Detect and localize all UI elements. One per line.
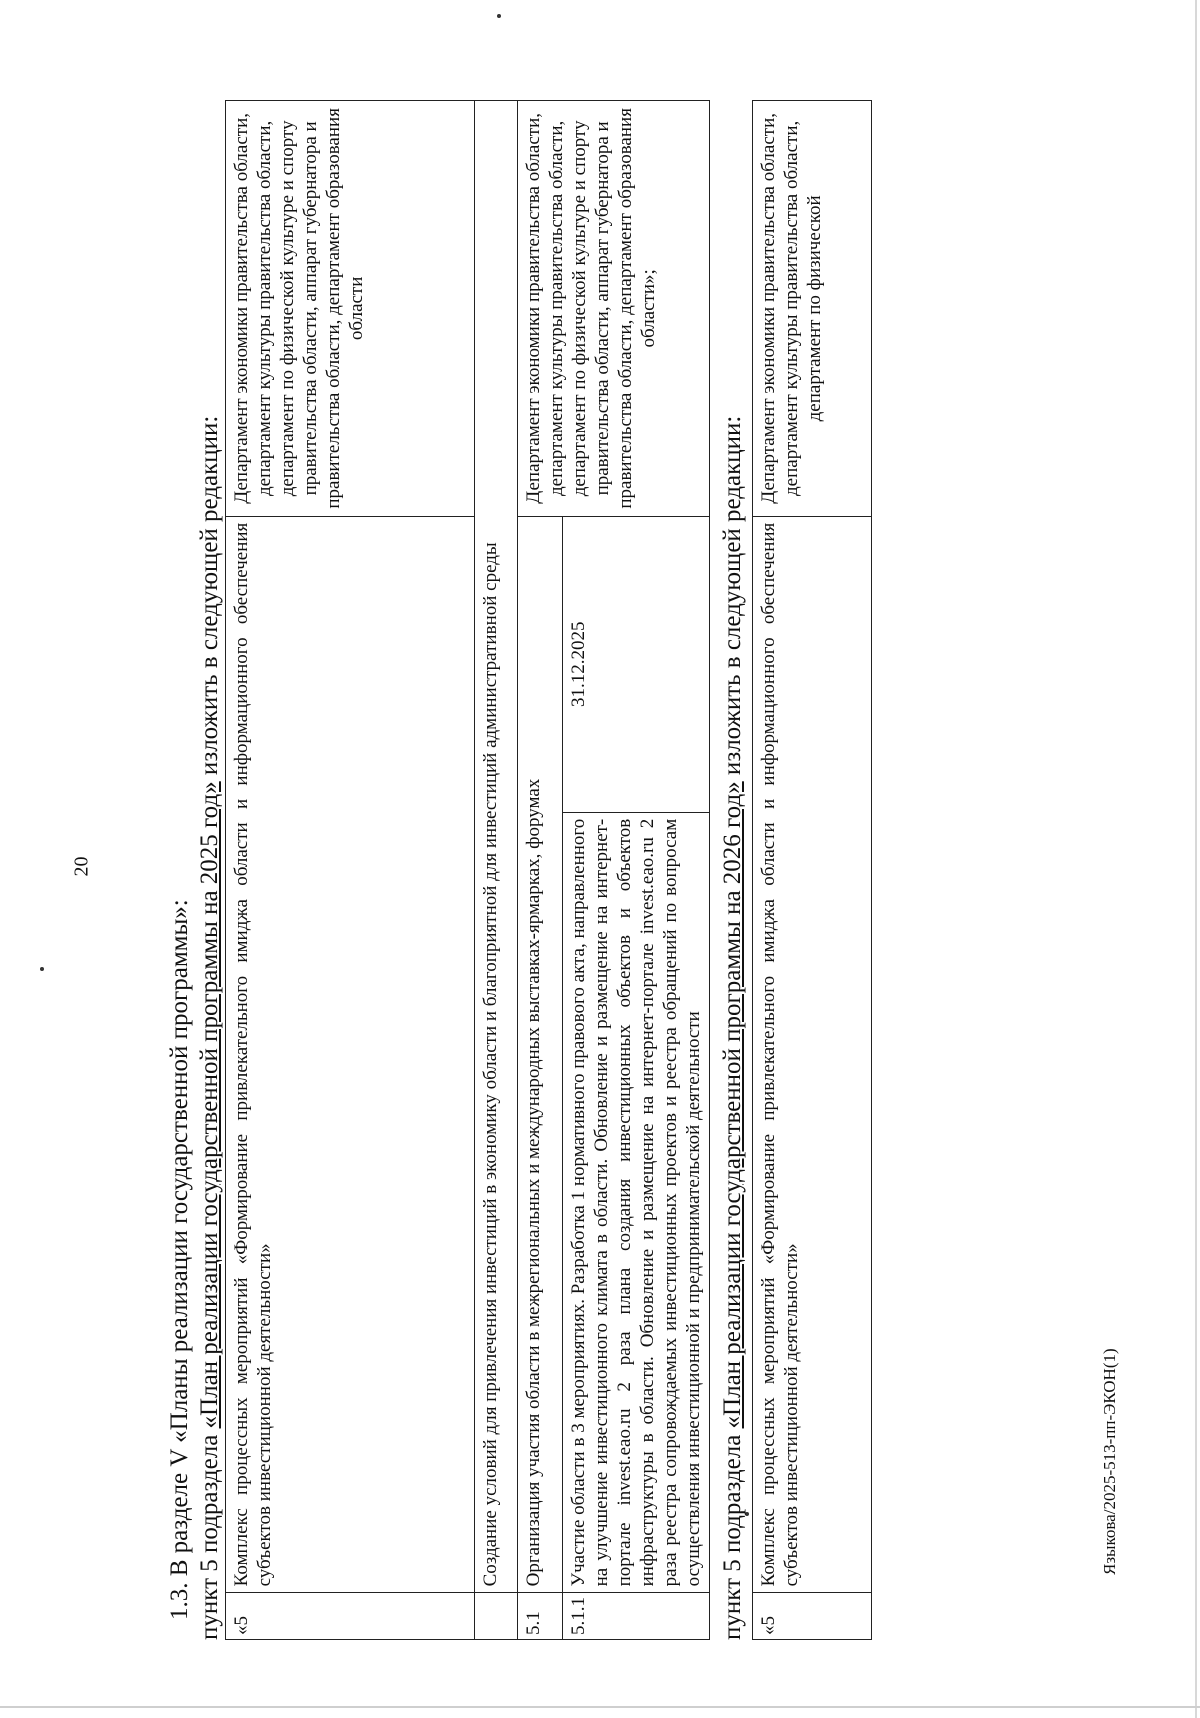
section-heading: 1.3. В разделе V «Планы реализации государственной программы»: (166, 899, 193, 1620)
row-description: Участие области в 3 мероприятиях. Разработка 1 нормативного правового акта, направленного на улучшение инвестиционного климата в области. Обновление и размещение на интернет-портале invest.eao.ru 2 раза плана создания инвестиционных объектов и объектов инфраструктуры в области. Обновление и размещение на интернет-портале invest.eao.ru 2 раза реестра сопровождаемых инвестиционных проектов и реестра обращений по вопросам осуществления инвестиционной и предпринимательской деятельности (563, 812, 710, 1593)
scan-speck (497, 14, 501, 18)
row-number: 5.1.1 (563, 1593, 710, 1640)
row-responsible: Департамент экономики правительства области, департамент культуры правительства области, департамент по физической (753, 101, 872, 517)
row-number: 5.1 (518, 1593, 563, 1640)
table-row (518, 101, 563, 1640)
scan-bottom-line (0, 1706, 1200, 1708)
row-description: Комплекс процессных мероприятий «Формирование привлекательного имиджа области и информационного обеспечения субъектов инвестиционной деятельности» (753, 516, 872, 1593)
task-description: Создание условий для привлечения инвестиций в экономику области и благоприятной для инвестиций административной среды (475, 101, 518, 1593)
row-deadline: 31.12.2025 (563, 516, 710, 812)
row-number (475, 1593, 518, 1640)
scan-speck (40, 967, 44, 971)
row-description: Организация участия области в межрегиональных и международных выставках-ярмарках, форумах (518, 516, 563, 1593)
table-row (226, 101, 475, 1640)
table-row (475, 101, 518, 1640)
row-description: Комплекс процессных мероприятий «Формирование привлекательного имиджа области и информационного обеспечения субъектов инвестиционной деятельности» (226, 516, 475, 1593)
heading-underlined-title: «План реализации государственной программы на 2026 год» (719, 781, 746, 1429)
heading-prefix: пункт 5 подраздела (196, 1428, 223, 1640)
footer-document-code: Языкова/2025-513-пп-ЭКОН(1) (1100, 1348, 1119, 1575)
row-number: «5 (226, 1593, 475, 1640)
subsection-heading-2025 (195, 100, 225, 1640)
plan-table-2026 (752, 100, 872, 1640)
row-responsible: Департамент экономики правительства области, департамент культуры правительства области, департамент по физической культуре и спорту правительства области, аппарат губернатора и правительства области, департамент образования области»; (518, 101, 710, 517)
heading-prefix: пункт 5 подраздела (719, 1428, 746, 1640)
heading-suffix: изложить в следующей редакции: (719, 415, 746, 782)
table-row (753, 101, 872, 1640)
heading-underlined-title: «План реализации государственной программы на 2025 год» (196, 781, 223, 1429)
scan-edge-line (1195, 0, 1197, 1718)
plan-table-2025 (225, 100, 710, 1640)
heading-suffix: изложить в следующей редакции: (196, 415, 223, 782)
subsection-heading-2026 (718, 100, 748, 1640)
row-responsible: Департамент экономики правительства области, департамент культуры правительства области, департамент по физической культуре и спорту правительства области, аппарат губернатора и правительства области, департамент образования области (226, 101, 475, 517)
page-number: 20 (70, 856, 93, 877)
row-number: «5 (753, 1593, 872, 1640)
rotated-document-body (165, 100, 1165, 1640)
